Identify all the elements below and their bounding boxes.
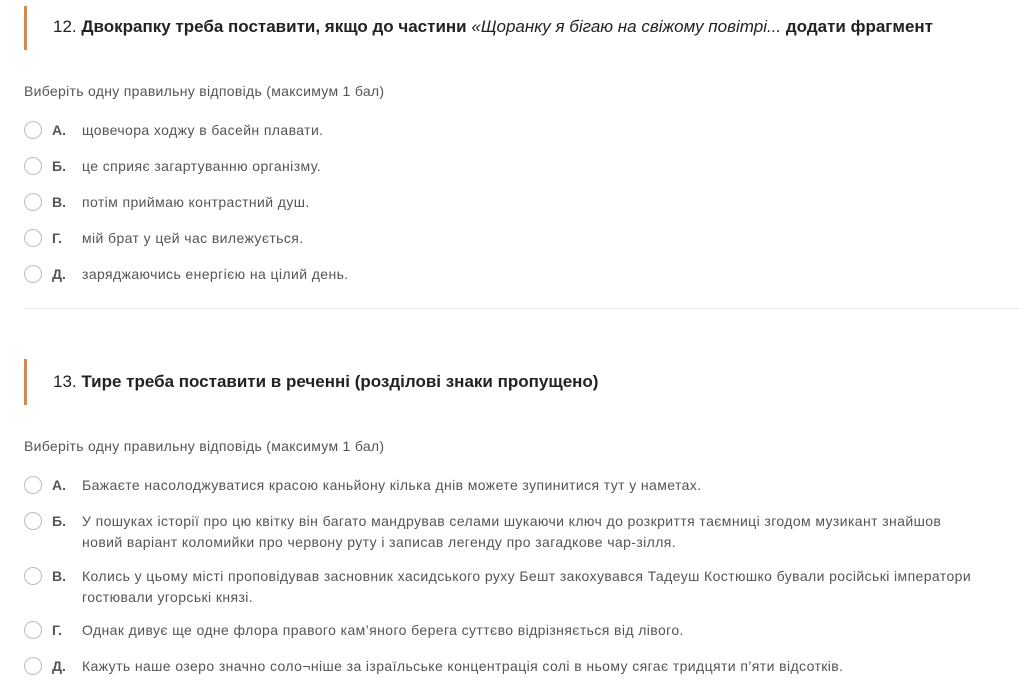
option-letter: В.: [52, 568, 66, 584]
radio-button[interactable]: [24, 265, 42, 283]
question-13: [24, 359, 1019, 674]
answer-instruction: Виберіть одну правильну відповідь (максимум 1 бал): [24, 83, 385, 99]
option-b[interactable]: [24, 156, 1014, 177]
option-text: заряджаючись енергією на цілий день.: [82, 266, 349, 282]
answer-instruction: Виберіть одну правильну відповідь (максимум 1 бал): [24, 438, 385, 454]
option-text: Бажаєте насолоджуватися красою каньйону кілька днів можете зупинитися тут у наметах.: [82, 477, 702, 493]
question-title-end: додати фрагмент: [785, 17, 933, 36]
option-text: Однак дивує ще одне флора правого кам’яного берега суттєво відрізняється від лівого.: [82, 622, 684, 638]
radio-button[interactable]: [24, 121, 42, 139]
question-12: [24, 6, 1019, 282]
option-d[interactable]: [24, 656, 1014, 677]
option-v[interactable]: [24, 192, 1014, 213]
question-13-header: [24, 359, 1019, 405]
option-b[interactable]: [24, 511, 1014, 553]
option-letter: В.: [52, 194, 66, 210]
option-text: щовечора ходжу в басейн плавати.: [82, 122, 324, 138]
question-divider: [24, 308, 1019, 309]
radio-button[interactable]: [24, 567, 42, 585]
option-letter: Д.: [52, 658, 66, 674]
option-letter: Д.: [52, 266, 66, 282]
question-title-quote: «Щоранку я бігаю на свіжому повітрі...: [471, 17, 782, 36]
option-text: У пошуках історії про цю квітку він багато мандрував селами шукаючи ключ до розкриття таємниці згодом музикант знайшов новий варіант коломийки про червону руту і записав легенду про загадкове чар-зілля.: [82, 513, 942, 550]
option-text: це сприяє загартуванню організму.: [82, 158, 321, 174]
radio-button[interactable]: [24, 621, 42, 639]
option-letter: Б.: [52, 513, 66, 529]
radio-button[interactable]: [24, 476, 42, 494]
option-text: Кажуть наше озеро значно соло¬ніше за ізраїльське концентрація солі в ньому сягає тридцяти п’яти відсотків.: [82, 658, 844, 674]
radio-button[interactable]: [24, 157, 42, 175]
option-d[interactable]: [24, 264, 1014, 285]
question-number: 13.: [53, 372, 77, 391]
option-a[interactable]: [24, 120, 1014, 141]
option-text: мій брат у цей час вилежується.: [82, 230, 304, 246]
question-number: 12.: [53, 17, 77, 36]
radio-button[interactable]: [24, 657, 42, 675]
option-letter: Б.: [52, 158, 66, 174]
question-12-header: [24, 6, 1019, 50]
question-title: Двокрапку треба поставити, якщо до частини: [81, 17, 467, 36]
option-h[interactable]: [24, 228, 1014, 249]
option-letter: Г.: [52, 230, 63, 246]
option-letter: Г.: [52, 622, 63, 638]
radio-button[interactable]: [24, 229, 42, 247]
question-title: Тире треба поставити в реченні (розділові знаки пропущено): [81, 372, 599, 391]
radio-button[interactable]: [24, 512, 42, 530]
option-letter: А.: [52, 122, 66, 138]
option-h[interactable]: [24, 620, 1014, 641]
radio-button[interactable]: [24, 193, 42, 211]
option-v[interactable]: [24, 566, 1014, 608]
option-text: потім приймаю контрастний душ.: [82, 194, 310, 210]
option-text: Колись у цьому місті проповідував засновник хасидського руху Бешт закохувався Тадеуш Костюшко бували російські імператори гостювали угорські князі.: [82, 568, 972, 605]
option-a[interactable]: [24, 475, 1014, 496]
option-letter: А.: [52, 477, 66, 493]
